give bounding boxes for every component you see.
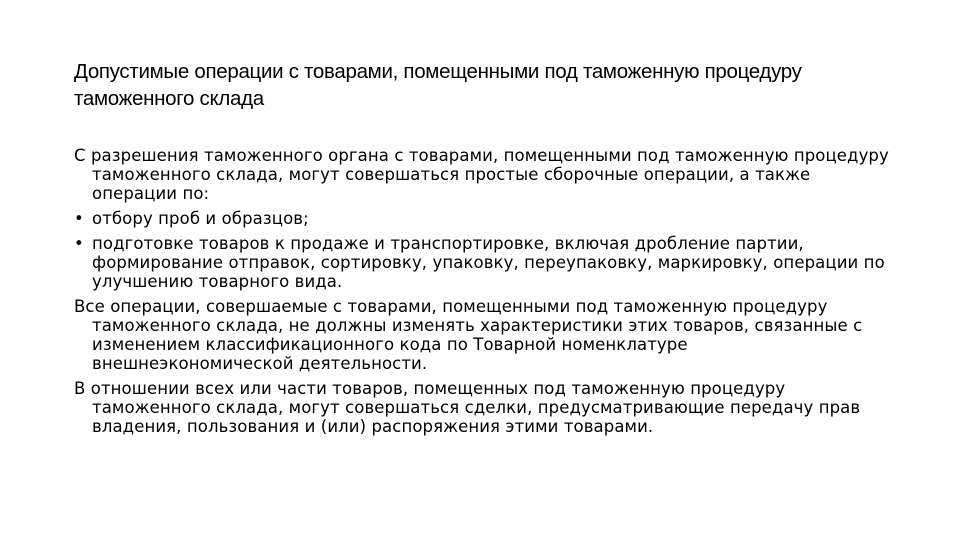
body-paragraph-restrictions: Все операции, совершаемые с товарами, помещенными под таможенную процедуру таможенного склада, не должны изменять характеристики этих товаров, связанные с изменением классификационного кода по Товарной номенклатуре внешнеэкономической деятельности. bbox=[74, 297, 863, 373]
bullet-item-sampling bbox=[74, 209, 894, 228]
bullet-item-preparation bbox=[74, 234, 894, 291]
slide-title: Допустимые операции с товарами, помещенными под таможенную процедуру таможенного склада bbox=[74, 60, 802, 110]
bullet-icon: • bbox=[74, 209, 84, 228]
bullet-icon: • bbox=[74, 234, 84, 253]
bullet-item-text: подготовке товаров к продаже и транспортировке, включая дробление партии, формирование отправок, сортировку, упаковку, переупаковку, маркировку, операции по улучшению товарного вида. bbox=[92, 234, 885, 291]
bullet-item-text: отбору проб и образцов; bbox=[92, 209, 309, 228]
slide-body bbox=[74, 146, 894, 442]
body-paragraph-intro: С разрешения таможенного органа с товарами, помещенными под таможенную процедуру таможенного склада, могут совершаться простые сборочные операции, а также операции по: bbox=[74, 146, 889, 203]
body-paragraph-transactions: В отношении всех или части товаров, помещенных под таможенную процедуру таможенного склада, могут совершаться сделки, предусматривающие передачу прав владения, пользования и (или) распоряжения этими товарами. bbox=[74, 379, 861, 436]
